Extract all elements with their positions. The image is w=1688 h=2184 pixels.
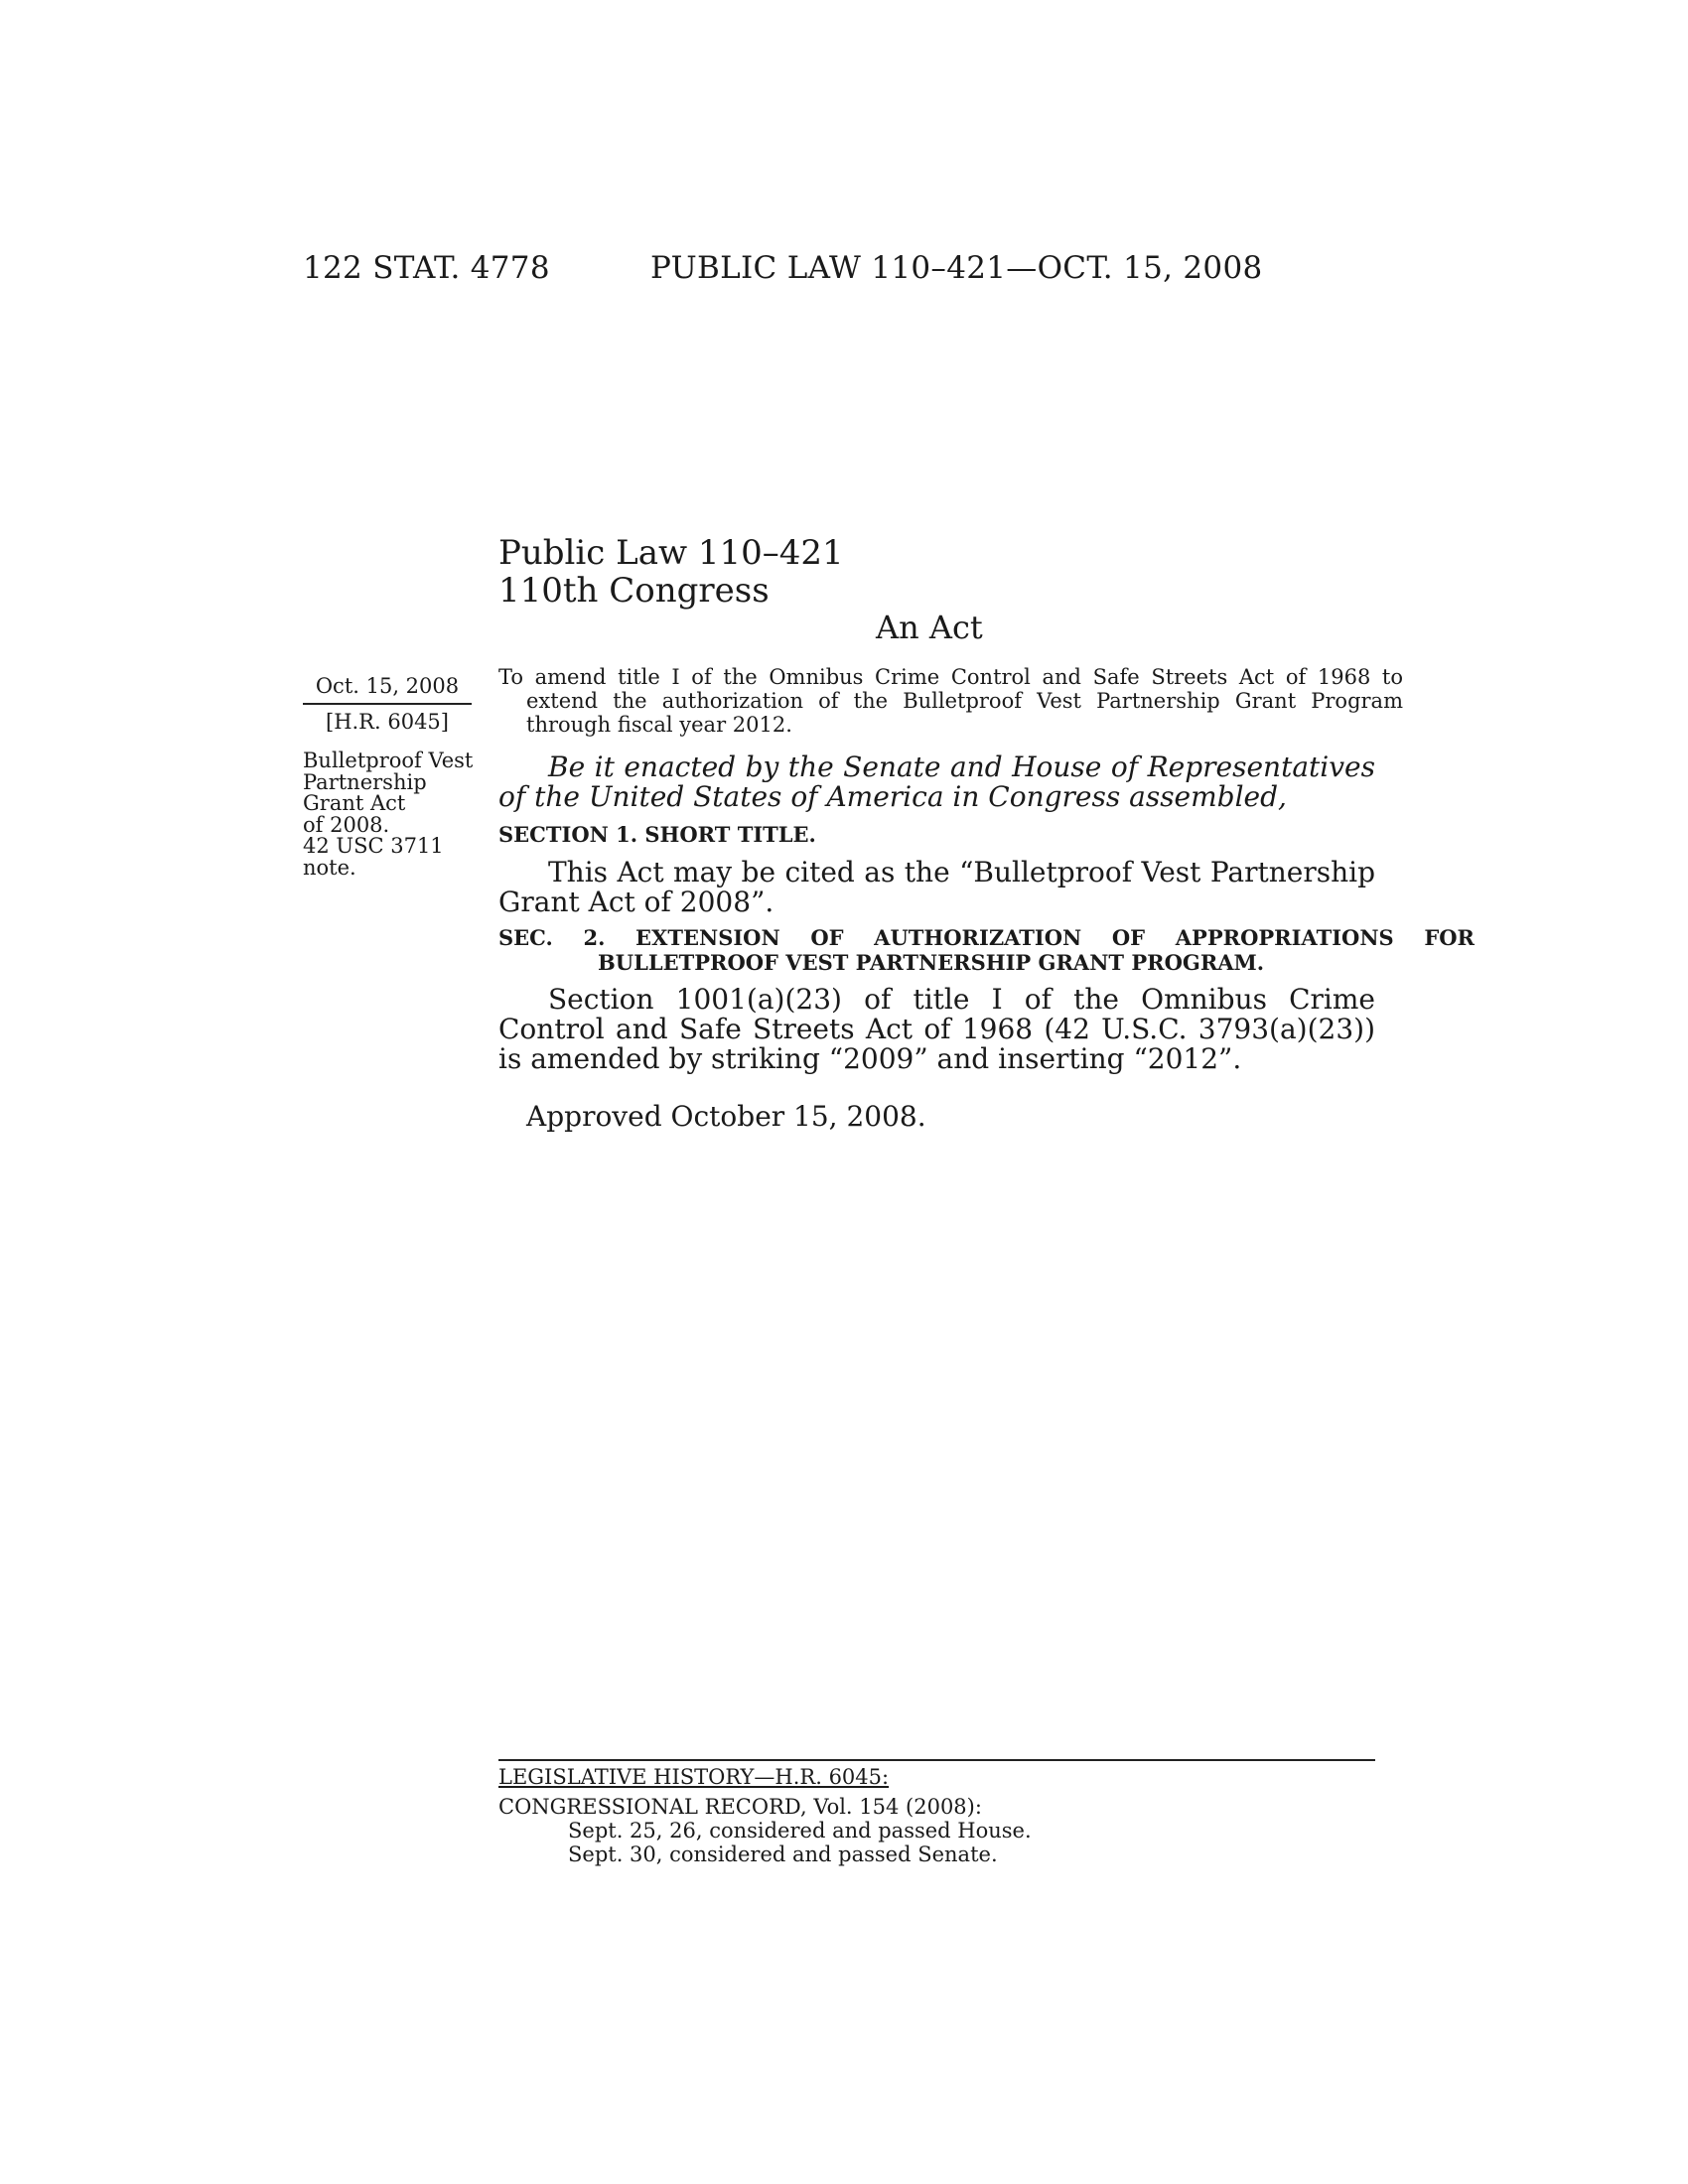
margin-bill-number: [H.R. 6045] bbox=[326, 710, 449, 734]
history-entry: Sept. 25, 26, considered and passed House. bbox=[568, 1819, 1032, 1843]
enacting-clause: Be it enacted by the Senate and House of Representatives of the United States of America in Congress assembled, bbox=[498, 751, 1375, 813]
running-head-stat: 122 STAT. 4778 bbox=[303, 250, 550, 286]
law-number: Public Law 110–421 bbox=[498, 533, 844, 573]
margin-note-line: 42 USC 3711 bbox=[303, 834, 444, 858]
margin-note-line: of 2008. bbox=[303, 812, 390, 837]
legislative-history-title: LEGISLATIVE HISTORY—H.R. 6045: bbox=[498, 1765, 890, 1789]
margin-note-line: Bulletproof Vest bbox=[303, 749, 474, 772]
margin-note-line: note. bbox=[303, 855, 356, 880]
purpose-clause: To amend title I of the Omnibus Crime Control and Safe Streets Act of 1968 to extend the authorization of the Bulletproof Vest Partnership Grant Program through fiscal year 2012. bbox=[498, 665, 1403, 737]
approval-date: Approved October 15, 2008. bbox=[526, 1100, 926, 1133]
congress-number: 110th Congress bbox=[498, 571, 770, 611]
section-2-heading: SEC. 2. EXTENSION OF AUTHORIZATION OF APPROPRIATIONS FOR BULLETPROOF VEST PARTNERSHIP GRANT PROGRAM. bbox=[498, 925, 1475, 975]
margin-note bbox=[303, 751, 482, 879]
history-entry: Sept. 30, considered and passed Senate. bbox=[568, 1843, 998, 1866]
section-1-text: This Act may be cited as the “Bulletproof Vest Partnership Grant Act of 2008”. bbox=[498, 856, 1375, 918]
law-title-block bbox=[498, 534, 844, 610]
margin-note-line: Grant Act bbox=[303, 791, 406, 815]
margin-date: Oct. 15, 2008 bbox=[303, 673, 472, 705]
congressional-record: CONGRESSIONAL RECORD, Vol. 154 (2008): bbox=[498, 1795, 982, 1819]
margin-date-block bbox=[303, 673, 472, 735]
footer-divider bbox=[498, 1759, 1375, 1761]
legislative-history bbox=[498, 1765, 1032, 1866]
section-1-heading: SECTION 1. SHORT TITLE. bbox=[498, 822, 816, 847]
running-head-law: PUBLIC LAW 110–421—OCT. 15, 2008 bbox=[650, 250, 1263, 286]
act-heading: An Act bbox=[876, 609, 983, 646]
section-2-text: Section 1001(a)(23) of title I of the Omnibus Crime Control and Safe Streets Act of 1968 (42 U.S.C. 3793(a)(23)) is amended by striking “2009” and inserting “2012”. bbox=[498, 983, 1375, 1075]
margin-note-line: Partnership bbox=[303, 769, 427, 794]
